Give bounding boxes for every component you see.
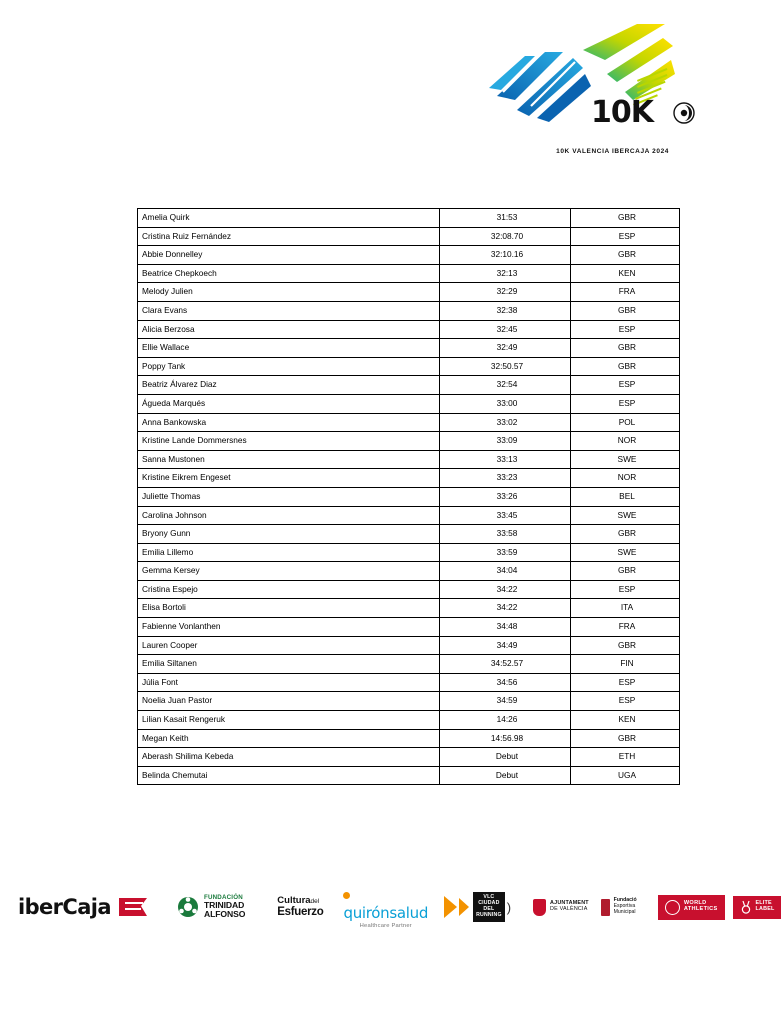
athlete-name-cell: Belinda Chemutai	[138, 766, 440, 785]
vlc-line3: RUNNING	[476, 911, 502, 918]
world-athletics-line2: ATHLETICS	[683, 906, 718, 912]
table-row	[138, 636, 680, 655]
athlete-name-cell: Carolina Johnson	[138, 506, 440, 525]
athlete-time-cell: 32:54	[440, 376, 571, 395]
sponsor-quironsalud	[343, 886, 428, 929]
athlete-name-cell: Cristina Ruiz Fernández	[138, 227, 440, 246]
athlete-time-cell: 33:26	[440, 487, 571, 506]
cultura-line1: Cultura	[277, 894, 311, 906]
trinidad-line2: TRINIDAD	[203, 900, 245, 911]
athlete-time-cell: 32:29	[440, 283, 571, 302]
athlete-time-cell: 33:13	[440, 450, 571, 469]
athlete-name-cell: Ellie Wallace	[138, 339, 440, 358]
athlete-name-cell: Juliette Thomas	[138, 487, 440, 506]
athlete-name-cell: Alicia Berzosa	[138, 320, 440, 339]
athlete-time-cell: 32:45	[440, 320, 571, 339]
table-row	[138, 301, 680, 320]
athlete-name-cell: Beatriz Álvarez Diaz	[138, 376, 440, 395]
athlete-time-cell: 32:38	[440, 301, 571, 320]
athlete-name-cell: Lauren Cooper	[138, 636, 440, 655]
athlete-nation-cell: SWE	[571, 506, 680, 525]
athlete-nation-cell: FRA	[571, 618, 680, 637]
sponsor-world-athletics	[658, 895, 725, 920]
medal-icon	[740, 901, 752, 914]
athlete-name-cell: Beatrice Chepkoech	[138, 264, 440, 283]
sponsor-ajuntament-de-valencia	[533, 899, 589, 916]
trinidad-alfonso-mark-icon	[177, 896, 199, 918]
quiron-sublabel: Healthcare Partner	[359, 922, 412, 929]
athlete-nation-cell: GBR	[571, 729, 680, 748]
athlete-nation-cell: KEN	[571, 264, 680, 283]
table-row	[138, 413, 680, 432]
sponsor-cultura-del-esfuerzo	[277, 896, 323, 918]
cultura-del: del	[310, 897, 320, 905]
table-row	[138, 469, 680, 488]
athlete-nation-cell: POL	[571, 413, 680, 432]
athlete-name-cell: Lilian Kasait Rengeruk	[138, 711, 440, 730]
ajuntament-shield-icon	[533, 899, 546, 916]
10k-event-logo-icon	[487, 22, 677, 132]
elite-line2: LABEL	[755, 906, 775, 912]
athlete-nation-cell: KEN	[571, 711, 680, 730]
chevron-right-icon-small	[459, 898, 469, 916]
table-row	[138, 580, 680, 599]
ajuntament-line2: DE VALÈNCIA	[550, 906, 588, 912]
fem-line1: Fundació	[613, 897, 637, 904]
athlete-nation-cell: ESP	[571, 227, 680, 246]
table-row	[138, 506, 680, 525]
athlete-name-cell: Júlia Font	[138, 673, 440, 692]
athlete-time-cell: 33:58	[440, 525, 571, 544]
table-row	[138, 711, 680, 730]
athlete-nation-cell: GBR	[571, 636, 680, 655]
athlete-nation-cell: FRA	[571, 283, 680, 302]
athlete-nation-cell: ESP	[571, 580, 680, 599]
table-row	[138, 525, 680, 544]
athlete-time-cell: 32:10.16	[440, 246, 571, 265]
athlete-nation-cell: ESP	[571, 692, 680, 711]
athlete-name-cell: Bryony Gunn	[138, 525, 440, 544]
table-row	[138, 376, 680, 395]
athlete-name-cell: Emilia Lillemo	[138, 543, 440, 562]
athlete-time-cell: 33:45	[440, 506, 571, 525]
athlete-nation-cell: FIN	[571, 655, 680, 674]
athlete-name-cell: Amelia Quirk	[138, 209, 440, 228]
ajuntament-line1: AJUNTAMENT	[550, 900, 589, 907]
vlc-line1: VLC	[483, 894, 495, 901]
event-logo-header	[487, 22, 697, 157]
athlete-time-cell: 34:56	[440, 673, 571, 692]
athlete-name-cell: Kristine Eikrem Engeset	[138, 469, 440, 488]
table-row	[138, 729, 680, 748]
sponsor-footer	[0, 882, 775, 932]
elite-line1: ELITE	[755, 900, 772, 907]
table-row	[138, 562, 680, 581]
table-row	[138, 450, 680, 469]
table-row	[138, 766, 680, 785]
table-row	[138, 432, 680, 451]
table-row	[138, 655, 680, 674]
table-row	[138, 339, 680, 358]
athlete-name-cell: Clara Evans	[138, 301, 440, 320]
athlete-time-cell: 33:23	[440, 469, 571, 488]
athlete-nation-cell: SWE	[571, 543, 680, 562]
athlete-time-cell: 32:13	[440, 264, 571, 283]
table-row	[138, 246, 680, 265]
athlete-time-cell: 33:00	[440, 394, 571, 413]
athlete-name-cell: Águeda Marqués	[138, 394, 440, 413]
table-row	[138, 283, 680, 302]
athlete-nation-cell: ESP	[571, 673, 680, 692]
sponsor-fundacion-trinidad-alfonso	[177, 895, 245, 920]
sponsor-ibercaja	[18, 894, 151, 920]
athlete-name-cell: Anna Bankowska	[138, 413, 440, 432]
athlete-time-cell: 14:56.98	[440, 729, 571, 748]
athlete-nation-cell: GBR	[571, 339, 680, 358]
results-table	[137, 208, 680, 785]
athlete-name-cell: Cristina Espejo	[138, 580, 440, 599]
athlete-nation-cell: UGA	[571, 766, 680, 785]
athlete-nation-cell: GBR	[571, 357, 680, 376]
athlete-nation-cell: ESP	[571, 394, 680, 413]
vlc-line2: CIUDAD DEL	[478, 900, 500, 912]
table-row	[138, 599, 680, 618]
table-row	[138, 264, 680, 283]
athlete-time-cell: 34:22	[440, 599, 571, 618]
globe-icon	[665, 900, 680, 915]
table-row	[138, 487, 680, 506]
athlete-time-cell: Debut	[440, 748, 571, 767]
table-row	[138, 543, 680, 562]
athlete-time-cell: 32:08.70	[440, 227, 571, 246]
athlete-nation-cell: ESP	[571, 376, 680, 395]
athlete-nation-cell: GBR	[571, 562, 680, 581]
svg-text:10K: 10K	[591, 95, 653, 130]
trinidad-line3: ALFONSO	[203, 909, 246, 920]
fem-line2: Esportiva Municipal	[613, 903, 636, 915]
table-row	[138, 320, 680, 339]
quiron-dot-icon	[343, 892, 350, 899]
athlete-time-cell: 34:59	[440, 692, 571, 711]
table-row	[138, 748, 680, 767]
athlete-name-cell: Sanna Mustonen	[138, 450, 440, 469]
athlete-time-cell: 33:02	[440, 413, 571, 432]
athlete-time-cell: Debut	[440, 766, 571, 785]
athlete-nation-cell: ITA	[571, 599, 680, 618]
cultura-line2: Esfuerzo	[277, 905, 324, 918]
athlete-name-cell: Aberash Shilima Kebeda	[138, 748, 440, 767]
athlete-time-cell: 34:22	[440, 580, 571, 599]
athlete-time-cell: 33:09	[440, 432, 571, 451]
chevron-right-icon	[444, 896, 457, 918]
sponsor-elite-label	[733, 896, 781, 919]
ibercaja-label: iberCaja	[18, 895, 111, 919]
event-logo-caption: 10K VALENCIA IBERCAJA 2024	[556, 148, 669, 155]
sponsor-fundacio-esportiva-municipal	[601, 898, 642, 915]
athlete-time-cell: 31:53	[440, 209, 571, 228]
results-table-container	[137, 208, 666, 785]
athlete-nation-cell: GBR	[571, 209, 680, 228]
athlete-time-cell: 32:50.57	[440, 357, 571, 376]
athlete-nation-cell: ESP	[571, 320, 680, 339]
athlete-nation-cell: GBR	[571, 301, 680, 320]
table-row	[138, 673, 680, 692]
table-row	[138, 209, 680, 228]
athlete-name-cell: Kristine Lande Dommersnes	[138, 432, 440, 451]
athlete-time-cell: 33:59	[440, 543, 571, 562]
athlete-nation-cell: NOR	[571, 469, 680, 488]
athlete-name-cell: Elisa Bortoli	[138, 599, 440, 618]
athlete-time-cell: 34:04	[440, 562, 571, 581]
event-seal-icon	[671, 100, 697, 126]
paren-decoration: )	[506, 899, 512, 915]
athlete-name-cell: Fabienne Vonlanthen	[138, 618, 440, 637]
sponsor-valencia-ciudad-del-running	[444, 892, 519, 922]
athlete-name-cell: Noelia Juan Pastor	[138, 692, 440, 711]
table-row	[138, 394, 680, 413]
ibercaja-mark-icon	[117, 894, 151, 920]
athlete-name-cell: Abbie Donnelley	[138, 246, 440, 265]
athlete-nation-cell: BEL	[571, 487, 680, 506]
athlete-name-cell: Poppy Tank	[138, 357, 440, 376]
quiron-label: quirónsalud	[343, 903, 429, 922]
trinidad-line1: FUNDACIÓN	[203, 893, 243, 901]
athlete-name-cell: Emilia Siltanen	[138, 655, 440, 674]
table-row	[138, 227, 680, 246]
athlete-time-cell: 32:49	[440, 339, 571, 358]
athlete-nation-cell: SWE	[571, 450, 680, 469]
athlete-name-cell: Megan Keith	[138, 729, 440, 748]
athlete-nation-cell: GBR	[571, 525, 680, 544]
table-row	[138, 357, 680, 376]
athlete-time-cell: 34:48	[440, 618, 571, 637]
athlete-time-cell: 34:52.57	[440, 655, 571, 674]
world-athletics-line1: WORLD	[683, 900, 707, 907]
fem-mark-icon	[601, 899, 610, 916]
athlete-nation-cell: ETH	[571, 748, 680, 767]
table-row	[138, 692, 680, 711]
athlete-time-cell: 14:26	[440, 711, 571, 730]
athlete-nation-cell: GBR	[571, 246, 680, 265]
athlete-name-cell: Gemma Kersey	[138, 562, 440, 581]
athlete-nation-cell: NOR	[571, 432, 680, 451]
athlete-time-cell: 34:49	[440, 636, 571, 655]
table-row	[138, 618, 680, 637]
athlete-name-cell: Melody Julien	[138, 283, 440, 302]
